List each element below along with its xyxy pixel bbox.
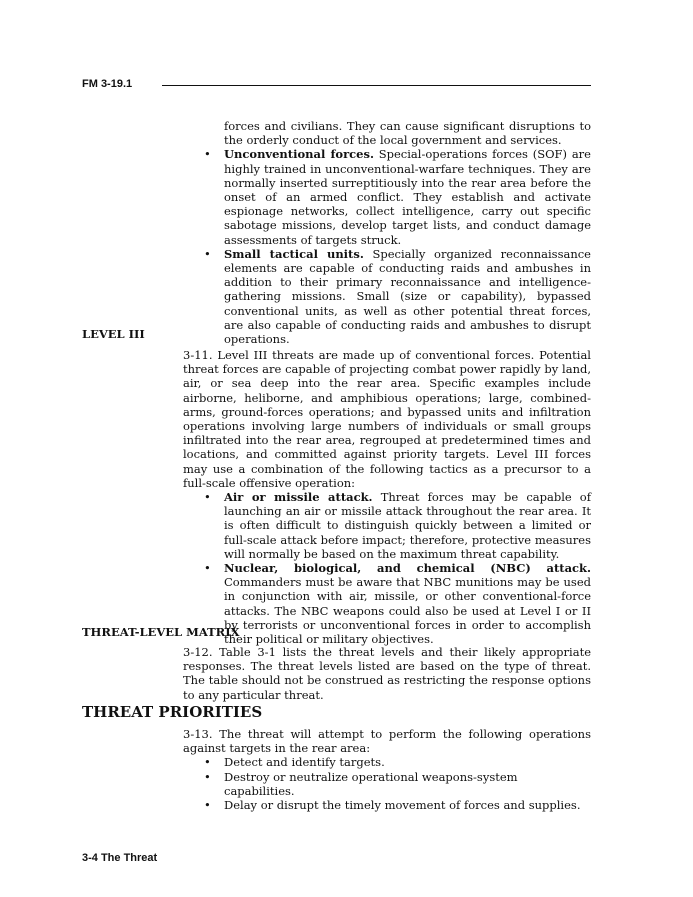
bullet-glyph: • bbox=[204, 769, 211, 784]
priorities-section bbox=[183, 727, 591, 812]
top-section bbox=[183, 119, 591, 346]
running-header: FM 3-19.1 bbox=[82, 78, 133, 90]
bullet-glyph: • bbox=[204, 147, 211, 162]
bullet-small-tactical-units bbox=[183, 247, 591, 346]
page-footer: 3-4 The Threat bbox=[82, 852, 158, 864]
bullet-text: Commanders must be aware that NBC munitions may be used in conjunction with air, missile, or other conventional-force attacks. The NBC weapons could also be used at Level I or II by terrorists or unconventional forces in order to accomplish their political or military objectives. bbox=[224, 575, 591, 647]
bullet-glyph: • bbox=[204, 490, 211, 505]
section-heading-threat-priorities: THREAT PRIORITIES bbox=[82, 703, 263, 721]
bullet-unconventional-forces bbox=[183, 147, 591, 246]
bullet-text: Destroy or neutralize operational weapons-system capabilities. bbox=[224, 769, 518, 798]
priority-bullet bbox=[183, 798, 591, 812]
bullet-air-missile-attack bbox=[183, 490, 591, 561]
bullet-text: Delay or disrupt the timely movement of forces and supplies. bbox=[224, 798, 581, 813]
paragraph-3-12: 3-12. Table 3-1 lists the threat levels and their likely appropriate responses. The threat levels listed are based on the type of threat. The table should not be construed as restricting the response options to any particular threat. bbox=[183, 645, 591, 702]
bullet-text: Detect and identify targets. bbox=[224, 755, 385, 770]
paragraph-3-13: 3-13. The threat will attempt to perform the following operations against targets in the rear area: bbox=[183, 727, 591, 756]
bullet-lead: Air or missile attack. bbox=[224, 490, 373, 505]
bullet-glyph: • bbox=[204, 561, 211, 576]
bullet-text: Specially organized reconnaissance elements are capable of conducting raids and ambushes in addition to their primary reconnaissance and intelligence-gathering missions. Small (size or capability), bypassed conventional units, as well as other potential threat forces, are also capable of conducting raids and ambushes to disrupt operations. bbox=[224, 246, 591, 347]
header-rule bbox=[162, 85, 591, 86]
bullet-lead: Small tactical units. bbox=[224, 246, 364, 261]
bullet-glyph: • bbox=[204, 798, 211, 813]
section-heading-level-iii: LEVEL III bbox=[82, 327, 145, 341]
section-heading-threat-level-matrix: THREAT-LEVEL MATRIX bbox=[82, 625, 240, 639]
bullet-glyph: • bbox=[204, 755, 211, 770]
bullet-glyph: • bbox=[204, 246, 211, 261]
paragraph-3-11: 3-11. Level III threats are made up of conventional forces. Potential threat forces are capable of projecting combat power rapidly by land, air, or sea deep into the rear area. Specific examples include airborne, heliborne, and amphibious operations; large, combined-arms, ground-forces operations; and bypassed units and infiltration operations involving large numbers of individuals or small groups infiltrated into the rear area, regrouped at predetermined times and locations, and committed against priority targets. Level III forces may use a combination of the following tactics as a precursor to a full-scale offensive operation: bbox=[183, 348, 591, 490]
bullet-text: Special-operations forces (SOF) are highly trained in unconventional-warfare techniques. They are normally inserted surreptitiously into the rear area before the onset of an armed conflict. They establish and activate espionage networks, collect intelligence, carry out specific sabotage missions, develop target lists, and conduct damage assessments of targets struck. bbox=[224, 147, 591, 247]
priority-bullet bbox=[183, 770, 591, 798]
bullet-lead: Nuclear, biological, and chemical (NBC) attack. bbox=[224, 561, 591, 576]
level3-section bbox=[183, 348, 591, 646]
bullet-text: Threat forces may be capable of launching an air or missile attack throughout the rear area. It is often difficult to distinguish quickly between a limited or full-scale attack before impact; therefore, protective measures will normally be based on the maximum threat capability. bbox=[224, 490, 591, 561]
continuation-text: forces and civilians. They can cause significant disruptions to the orderly conduct of the local government and services. bbox=[224, 119, 591, 148]
matrix-section bbox=[183, 645, 591, 702]
priority-bullet bbox=[183, 755, 591, 769]
bullet-lead: Unconventional forces. bbox=[224, 147, 374, 162]
bullet-nbc-attack bbox=[183, 561, 591, 646]
